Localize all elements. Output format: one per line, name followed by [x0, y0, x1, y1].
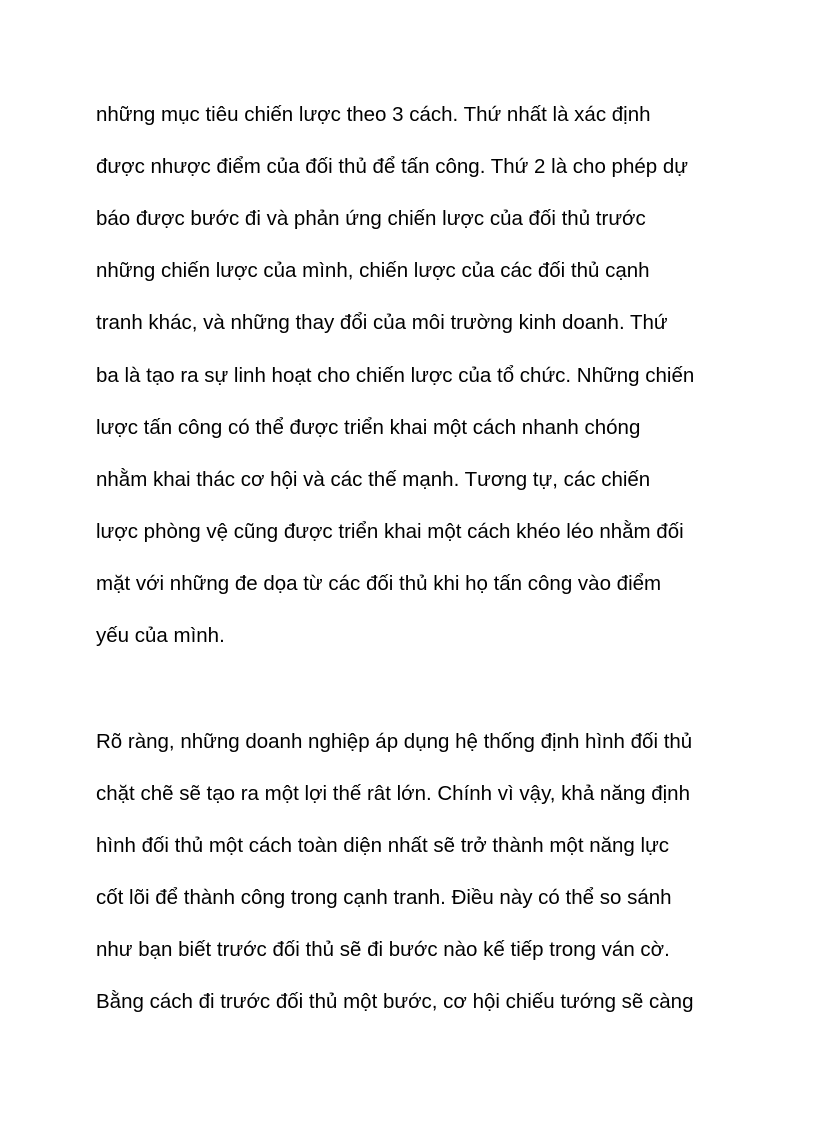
text-line: những mục tiêu chiến lược theo 3 cách. Thứ nhất là xác định	[96, 103, 651, 126]
text-line: lược tấn công có thể được triển khai một cách nhanh chóng	[96, 416, 641, 439]
text-line: tranh khác, và những thay đổi của môi trường kinh doanh. Thứ	[96, 311, 668, 334]
text-line: yếu của mình.	[96, 624, 225, 647]
text-line: hình đối thủ một cách toàn diện nhất sẽ trở thành một năng lực	[96, 834, 670, 857]
text-line: những chiến lược của mình, chiến lược của các đối thủ cạnh	[96, 259, 650, 282]
text-line: ba là tạo ra sự linh hoạt cho chiến lược của tổ chức. Những chiến	[96, 364, 695, 387]
text-line: lược phòng vệ cũng được triển khai một cách khéo léo nhằm đối	[96, 520, 684, 543]
text-line: nhằm khai thác cơ hội và các thế mạnh. Tương tự, các chiến	[96, 468, 651, 491]
text-line: báo được bước đi và phản ứng chiến lược của đối thủ trước	[96, 207, 646, 230]
text-line: mặt với những đe dọa từ các đối thủ khi họ tấn công vào điểm	[96, 572, 662, 595]
text-line: cốt lõi để thành công trong cạnh tranh. Điều này có thể so sánh	[96, 886, 672, 909]
text-line: chặt chẽ sẽ tạo ra một lợi thế rât lớn. Chính vì vậy, khả năng định	[96, 782, 690, 805]
text-line: được nhược điểm của đối thủ để tấn công. Thứ 2 là cho phép dự	[96, 155, 688, 178]
text-line: như bạn biết trước đối thủ sẽ đi bước nào kế tiếp trong ván cờ.	[96, 938, 670, 961]
text-line: Bằng cách đi trước đối thủ một bước, cơ hội chiếu tướng sẽ càng	[96, 990, 694, 1013]
text-line: Rõ ràng, những doanh nghiệp áp dụng hệ thống định hình đối thủ	[96, 730, 693, 753]
